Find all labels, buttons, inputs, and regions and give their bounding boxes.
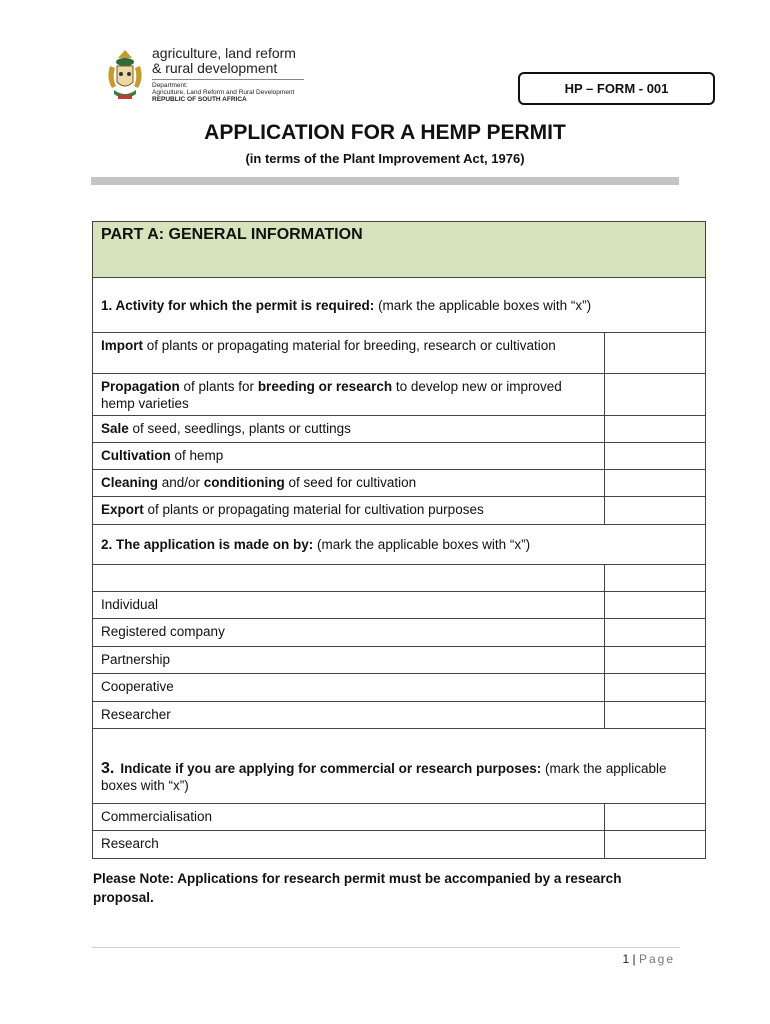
question-3-number: 3. xyxy=(101,760,115,777)
checkbox-partnership[interactable] xyxy=(605,647,706,674)
checkbox-cleaning[interactable] xyxy=(605,470,706,497)
activity-import: Import of plants or propagating material for breeding, research or cultivation xyxy=(93,333,605,374)
checkbox-cooperative[interactable] xyxy=(605,674,706,702)
part-a-heading: PART A: GENERAL INFORMATION xyxy=(93,222,706,278)
page-separator: | xyxy=(629,952,639,966)
checkbox-registered-company[interactable] xyxy=(605,619,706,647)
page-subtitle: (in terms of the Plant Improvement Act, 1976) xyxy=(245,151,525,166)
applicant-individual: Individual xyxy=(93,592,605,619)
logo-line-2: & rural development xyxy=(152,60,278,76)
applicant-registered-company: Registered company xyxy=(93,619,605,647)
checkbox-blank[interactable] xyxy=(605,565,706,592)
checkbox-commercialisation[interactable] xyxy=(605,804,706,831)
checkbox-propagation[interactable] xyxy=(605,374,706,416)
checkbox-export[interactable] xyxy=(605,497,706,525)
applicant-cooperative: Cooperative xyxy=(93,674,605,702)
title-divider xyxy=(91,177,679,185)
checkbox-research[interactable] xyxy=(605,831,706,859)
activity-propagation: Propagation of plants for breeding or research to develop new or improved hemp varieties xyxy=(93,374,605,416)
question-1-hint: (mark the applicable boxes with “x”) xyxy=(374,297,592,313)
form-code-box: HP – FORM - 001 xyxy=(518,72,715,105)
activity-sale: Sale of seed, seedlings, plants or cuttings xyxy=(93,416,605,443)
checkbox-individual[interactable] xyxy=(605,592,706,619)
page-number: 1 xyxy=(622,952,630,966)
question-1 xyxy=(93,278,706,333)
checkbox-import[interactable] xyxy=(605,333,706,374)
department-logo xyxy=(104,46,304,104)
activity-export: Export of plants or propagating material for cultivation purposes xyxy=(93,497,605,525)
research-note: Please Note: Applications for research permit must be accompanied by a research proposal. xyxy=(93,871,622,905)
page-label: Page xyxy=(638,952,675,966)
purpose-commercialisation: Commercialisation xyxy=(93,804,605,831)
applicant-researcher: Researcher xyxy=(93,702,605,729)
checkbox-sale[interactable] xyxy=(605,416,706,443)
application-form-table xyxy=(92,221,706,859)
coat-of-arms-icon xyxy=(104,48,146,102)
logo-dept-label: Department: xyxy=(152,82,188,89)
checkbox-cultivation[interactable] xyxy=(605,443,706,470)
question-3-hint: (mark the applicable boxes with “x”) xyxy=(101,761,667,793)
footer-divider xyxy=(92,947,680,948)
question-2 xyxy=(93,525,706,565)
purpose-research: Research xyxy=(93,831,605,859)
page-footer xyxy=(560,952,675,966)
logo-line-1: agriculture, land reform xyxy=(152,45,296,61)
activity-cleaning: Cleaning and/or conditioning of seed for cultivation xyxy=(93,470,605,497)
logo-dept-name: Agriculture, Land Reform and Rural Development xyxy=(152,89,295,96)
applicant-blank-cell xyxy=(93,565,605,592)
question-3 xyxy=(93,729,706,804)
question-2-hint: (mark the applicable boxes with “x”) xyxy=(313,537,531,552)
page-title: APPLICATION FOR A HEMP PERMIT xyxy=(204,121,566,144)
question-3-label: Indicate if you are applying for commercial or research purposes: xyxy=(120,761,542,776)
question-2-label: 2. The application is made on by: xyxy=(101,537,314,552)
applicant-partnership: Partnership xyxy=(93,647,605,674)
logo-country: REPUBLIC OF SOUTH AFRICA xyxy=(152,96,247,103)
question-1-label: 1. Activity for which the permit is required: xyxy=(101,297,375,313)
activity-cultivation: Cultivation of hemp xyxy=(93,443,605,470)
checkbox-researcher[interactable] xyxy=(605,702,706,729)
logo-divider xyxy=(152,79,304,80)
